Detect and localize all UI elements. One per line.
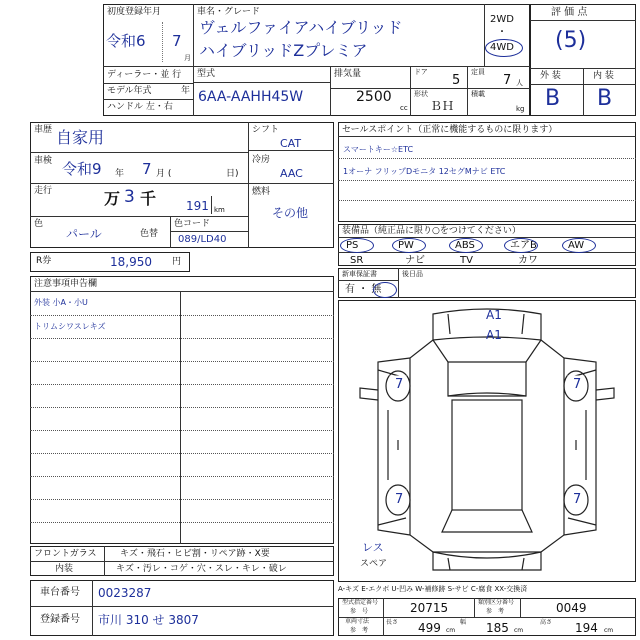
type-designation-sub: 参 号 xyxy=(350,608,369,615)
wheel-mark-rear-right: 7 xyxy=(573,492,582,507)
interior-label: 内装 xyxy=(55,564,74,574)
equipment-circle xyxy=(562,238,596,253)
warranty-value: 有 ・ 無 xyxy=(345,284,382,295)
damage-legend: A-キズ E-エクボ U-凹み W-補修跡 S-サビ C-腐食 XX-交換済 xyxy=(338,585,528,593)
ext-grade-value: B xyxy=(545,86,561,111)
color-code-value: 089/LD40 xyxy=(178,234,227,245)
notes-line2: トリムシワスレキズ xyxy=(34,322,106,331)
inspection-day-unit: 日) xyxy=(226,169,239,179)
wheel-mark-rear-left: 7 xyxy=(395,492,404,507)
length-unit: cm xyxy=(446,627,456,634)
width-value: 185 xyxy=(486,621,509,635)
recycle-value: 18,950 xyxy=(110,255,152,269)
capacity-label: 定員 xyxy=(471,68,485,76)
mileage-hundreds: 191 xyxy=(186,199,209,213)
shape-value: ＢＨ xyxy=(430,99,455,113)
engine-unit: cc xyxy=(400,104,408,112)
type-designation-label: 型式指定番号 xyxy=(342,599,379,606)
equipment-circle xyxy=(340,238,374,253)
later-items-label: 後日品 xyxy=(402,270,423,278)
width-unit: cm xyxy=(514,627,524,634)
equipment-item-top: エアB xyxy=(510,240,537,251)
equipment-circle xyxy=(449,238,483,253)
inspection-month-unit: 月 ( xyxy=(156,169,172,179)
model-name-label: 車名・グレード xyxy=(197,7,261,17)
load-unit: kg xyxy=(516,105,525,113)
int-grade-label: 内 装 xyxy=(593,71,614,81)
classification-sub: 参 考 xyxy=(486,608,505,615)
registration-month: 7 xyxy=(172,32,182,50)
model-code-value: 6AA-AAHH45W xyxy=(198,89,304,105)
plate-value: 市川 310 せ 3807 xyxy=(98,613,199,627)
capacity-unit: 人 xyxy=(516,79,523,87)
color-label: 色 xyxy=(34,219,44,229)
equipment-label: 装備品（純正品に限り○をつけてください） xyxy=(342,226,521,236)
recycle-unit: 円 xyxy=(172,257,182,267)
glass-text: キズ・飛石・ヒビ割・リペア跡・X要 xyxy=(120,549,270,559)
warranty-none-circle xyxy=(373,282,397,298)
drive-4wd-circle xyxy=(485,39,523,57)
doors-label: ドア xyxy=(414,68,428,76)
engine-value: 2500 xyxy=(356,89,392,105)
warranty-label: 新車保証書 xyxy=(342,270,377,278)
equipment-circle xyxy=(392,238,426,253)
glass-label: フロントガラス xyxy=(34,549,97,559)
classification-value: 0049 xyxy=(556,601,587,615)
mileage-unit: km xyxy=(214,206,225,214)
length-label: 長さ xyxy=(386,619,399,626)
recycle-label: R券 xyxy=(36,256,52,266)
mileage-sen: 千 xyxy=(140,189,157,208)
dealer-label: ディーラー・並 行 xyxy=(107,70,182,80)
model-name-line2: ハイブリッドZプレミア xyxy=(199,41,368,60)
shift-label: シフト xyxy=(252,125,280,135)
damage-mark-front-bottom: A1 xyxy=(486,328,502,342)
notes-label: 注意事項申告欄 xyxy=(34,279,98,289)
length-value: 499 xyxy=(418,621,441,635)
equipment-item-top: PS xyxy=(346,240,359,251)
height-unit: cm xyxy=(604,627,614,634)
load-label: 積載 xyxy=(471,90,485,98)
registration-label: 初度登録年月 xyxy=(107,7,162,17)
model-name-line1: ヴェルファイアハイブリッド xyxy=(199,18,403,37)
spare-label: スペア xyxy=(360,559,388,569)
car-diagram xyxy=(338,300,636,582)
equipment-item-top: ABS xyxy=(455,240,475,251)
capacity-value: 7 xyxy=(503,73,512,88)
registration-month-unit: 月 xyxy=(184,54,191,62)
equipment-circle xyxy=(504,238,538,253)
sales-points-label: セールスポイント（正常に機能するものに限ります） xyxy=(342,125,558,135)
notes-block xyxy=(30,276,334,544)
width-label: 幅 xyxy=(460,619,467,626)
dimensions-label: 車両寸法 xyxy=(345,618,370,625)
height-label: 高さ xyxy=(540,619,553,626)
chassis-value: 0023287 xyxy=(98,586,152,600)
drive-2wd: 2WD xyxy=(490,14,514,25)
plate-label: 登録番号 xyxy=(40,614,80,625)
ac-value: AAC xyxy=(280,167,303,180)
wheel-mark-front-right: 7 xyxy=(573,377,582,392)
equipment-item-top: PW xyxy=(398,240,414,251)
trim-label: 色替 xyxy=(140,229,159,239)
registration-era: 令和6 xyxy=(106,32,146,50)
model-code-label: 型式 xyxy=(197,69,216,79)
type-designation-value: 20715 xyxy=(410,601,449,615)
color-code-label: 色コード xyxy=(174,219,211,229)
engine-label: 排気量 xyxy=(334,69,362,79)
drive-dot: ・ xyxy=(497,27,507,38)
color-value: パール xyxy=(66,227,102,241)
wheel-mark-front-left: 7 xyxy=(395,377,404,392)
shape-label: 形状 xyxy=(414,90,428,98)
spare-mark: レス xyxy=(362,541,384,554)
inspection-year-unit: 年 xyxy=(115,169,125,179)
doors-value: 5 xyxy=(452,73,461,88)
equipment-item-bottom: SR xyxy=(350,255,364,266)
chassis-label: 車台番号 xyxy=(40,587,80,598)
usage-label: 車歴 xyxy=(34,125,53,135)
ext-grade-label: 外 装 xyxy=(540,71,561,81)
inspection-label: 車検 xyxy=(34,156,53,166)
mileage-man: 万 xyxy=(104,189,121,208)
equipment-item-bottom: カワ xyxy=(518,255,538,266)
sales-points-line2: 1オーナ フリップDモニタ 12セグMナビ ETC xyxy=(343,167,506,176)
usage-value: 自家用 xyxy=(56,128,105,147)
dimensions-sub: 参 考 xyxy=(350,627,369,634)
inspection-month: 7 xyxy=(142,160,152,178)
model-year-unit: 年 xyxy=(181,86,191,96)
handle-label: ハンドル 左・右 xyxy=(107,102,173,112)
interior-text: キズ・汚レ・コゲ・穴・スレ・キレ・破レ xyxy=(116,564,287,574)
height-value: 194 xyxy=(575,621,598,635)
equipment-item-top: AW xyxy=(568,240,585,251)
shift-value: CAT xyxy=(280,137,302,150)
classification-label: 類別区分番号 xyxy=(478,599,515,606)
model-year-label: モデル年式 xyxy=(107,86,152,96)
fuel-label: 燃料 xyxy=(252,187,271,197)
damage-mark-front-top: A1 xyxy=(486,308,502,322)
equipment-item-bottom: TV xyxy=(460,255,473,266)
inspection-era: 令和9 xyxy=(62,160,102,178)
grade-label: 評 価 点 xyxy=(551,7,588,18)
equipment-item-bottom: ナビ xyxy=(405,255,425,266)
fuel-value: その他 xyxy=(272,206,309,220)
notes-line1: 外装 小A・小U xyxy=(34,298,88,307)
sales-points-line1: スマートキー☆ETC xyxy=(343,145,414,154)
ac-label: 冷房 xyxy=(252,155,271,165)
int-grade-value: B xyxy=(597,86,613,111)
mileage-man-digit: 3 xyxy=(124,187,135,207)
mileage-label: 走行 xyxy=(34,186,53,196)
grade-value: (5) xyxy=(555,28,587,53)
drive-4wd: 4WD xyxy=(490,42,514,53)
